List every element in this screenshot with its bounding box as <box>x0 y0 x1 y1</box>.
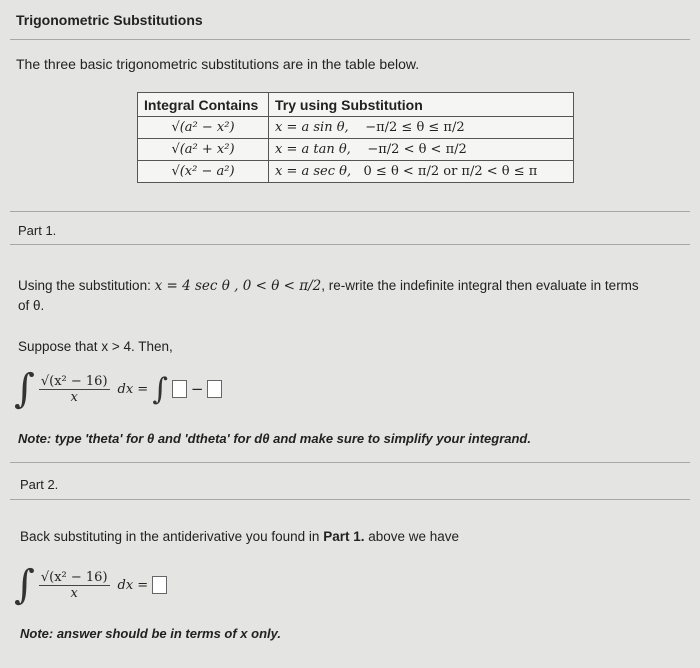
part1-suppose: Suppose that x > 4. Then, <box>18 339 173 354</box>
header-try-substitution: Try using Substitution <box>269 93 574 117</box>
integrand-denominator: x <box>70 389 78 405</box>
part1-dx: dx = <box>117 381 149 397</box>
part2-prompt-prefix: Back substituting in the antiderivative you found in <box>20 529 324 544</box>
cell-substitution <box>269 139 574 161</box>
part2-prompt <box>20 527 459 546</box>
divider <box>10 39 690 40</box>
substitution-range: −π/2 < θ < π/2 <box>367 142 467 157</box>
part1-prompt-math: x = 4 sec θ , 0 < θ < π/2 <box>154 278 322 294</box>
table-row <box>138 161 574 183</box>
part1-integral <box>14 366 222 412</box>
part1-label: Part 1. <box>18 223 57 238</box>
part2-dx: dx = <box>117 577 149 593</box>
integral-sign: ∫ <box>14 562 35 608</box>
divider <box>10 244 690 245</box>
part1-prompt-suffix: , re-write the indefinite integral then evaluate in terms <box>321 278 639 293</box>
header-integral-contains: Integral Contains <box>138 93 269 117</box>
divider <box>10 211 690 212</box>
integrand-numerator: √(x² − 16) <box>40 569 108 585</box>
part1-prompt-prefix: Using the substitution: <box>18 278 155 293</box>
integrand-fraction <box>39 570 110 601</box>
cell-substitution <box>269 117 574 139</box>
cell-contains: √(a² + x²) <box>138 139 269 161</box>
part2-label: Part 2. <box>20 477 59 492</box>
part2-prompt-bold: Part 1. <box>323 529 365 544</box>
integrand-denominator: x <box>70 585 78 601</box>
substitution-range: 0 ≤ θ < π/2 or π/2 < θ ≤ π <box>363 164 538 179</box>
part2-integral <box>14 562 167 608</box>
cell-contains: √(x² − a²) <box>138 161 269 183</box>
part2-note: Note: answer should be in terms of x only. <box>20 626 282 641</box>
part2-answer-input[interactable] <box>152 576 167 594</box>
part1-prompt-line2: of θ. <box>18 298 45 313</box>
table-header-row <box>138 93 574 117</box>
part1-prompt <box>18 276 688 315</box>
intro-text: The three basic trigonometric substitutions are in the table below. <box>16 56 420 72</box>
part1-integrand-answer-input[interactable] <box>172 380 187 398</box>
part2-prompt-suffix: above we have <box>364 529 460 544</box>
integrand-fraction <box>39 374 110 405</box>
divider <box>10 499 690 500</box>
substitution-range: −π/2 ≤ θ ≤ π/2 <box>365 120 465 135</box>
cell-contains: √(a² − x²) <box>138 117 269 139</box>
integral-sign: ∫ <box>152 371 168 407</box>
integral-sign: ∫ <box>14 366 35 412</box>
table-row <box>138 139 574 161</box>
divider <box>10 462 690 463</box>
substitution-expr: x = a sec θ, <box>275 164 352 179</box>
minus-sign: − <box>190 380 204 398</box>
part1-note: Note: type 'theta' for θ and 'dtheta' for dθ and make sure to simplify your integrand. <box>18 431 531 446</box>
cell-substitution <box>269 161 574 183</box>
substitution-table <box>137 92 574 183</box>
substitution-expr: x = a tan θ, <box>275 142 351 157</box>
table-row <box>138 117 574 139</box>
substitution-expr: x = a sin θ, <box>275 120 349 135</box>
part1-differential-answer-input[interactable] <box>207 380 222 398</box>
integrand-numerator: √(x² − 16) <box>40 373 108 389</box>
page-title: Trigonometric Substitutions <box>16 12 203 28</box>
